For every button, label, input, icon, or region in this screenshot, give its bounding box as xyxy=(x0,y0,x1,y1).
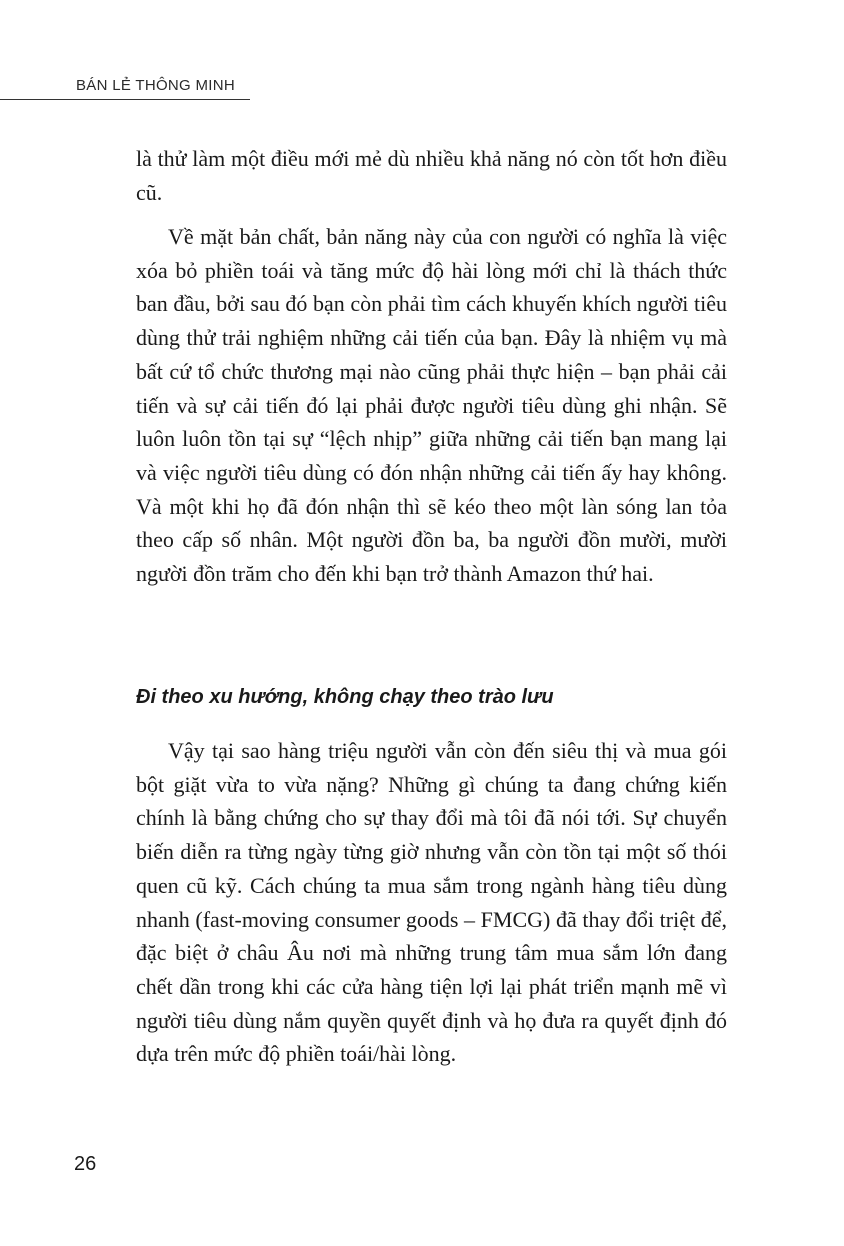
paragraph-text: là thử làm một điều mới mẻ dù nhiều khả năng nó còn tốt hơn điều cũ. xyxy=(136,146,727,205)
page-number: 26 xyxy=(74,1153,97,1175)
running-header-title: BÁN LẺ THÔNG MINH xyxy=(76,77,236,94)
section-heading: Đi theo xu hướng, không chạy theo trào lưu xyxy=(136,686,554,708)
body-paragraph-2 xyxy=(136,220,727,591)
paragraph-text: Vậy tại sao hàng triệu người vẫn còn đến siêu thị và mua gói bột giặt vừa to vừa nặng? Những gì chúng ta đang chứng kiến chính là bằng chứng cho sự thay đổi mà tôi đã nói tới. Sự chuyển biến diễn ra từng ngày từng giờ nhưng vẫn còn tồn tại một số thói quen cũ kỹ. Cách chúng ta mua sắm trong ngành hàng tiêu dùng nhanh (fast-moving consumer goods – FMCG) đã thay đổi triệt để, đặc biệt ở châu Âu nơi mà những trung tâm mua sắm lớn đang chết dần trong khi các cửa hàng tiện lợi lại phát triển mạnh mẽ vì người tiêu dùng nắm quyền quyết định và họ đưa ra quyết định đó dựa trên mức độ phiền toái/hài lòng. xyxy=(136,738,727,1067)
paragraph-text: Về mặt bản chất, bản năng này của con người có nghĩa là việc xóa bỏ phiền toái và tăng mức độ hài lòng mới chỉ là thách thức ban đầu, bởi sau đó bạn còn phải tìm cách khuyến khích người tiêu dùng thử trải nghiệm những cải tiến của bạn. Đây là nhiệm vụ mà bất cứ tổ chức thương mại nào cũng phải thực hiện – bạn phải cải tiến và sự cải tiến đó lại phải được người tiêu dùng ghi nhận. Sẽ luôn luôn tồn tại sự “lệch nhịp” giữa những cải tiến bạn mang lại và việc người tiêu dùng có đón nhận những cải tiến ấy hay không. Và một khi họ đã đón nhận thì sẽ kéo theo một làn sóng lan tỏa theo cấp số nhân. Một người đồn ba, ba người đồn mười, mười người đồn trăm cho đến khi bạn trở thành Amazon thứ hai. xyxy=(136,224,727,587)
body-paragraph-3 xyxy=(136,734,727,1071)
body-paragraph-1 xyxy=(136,142,727,209)
header-rule xyxy=(0,99,250,100)
